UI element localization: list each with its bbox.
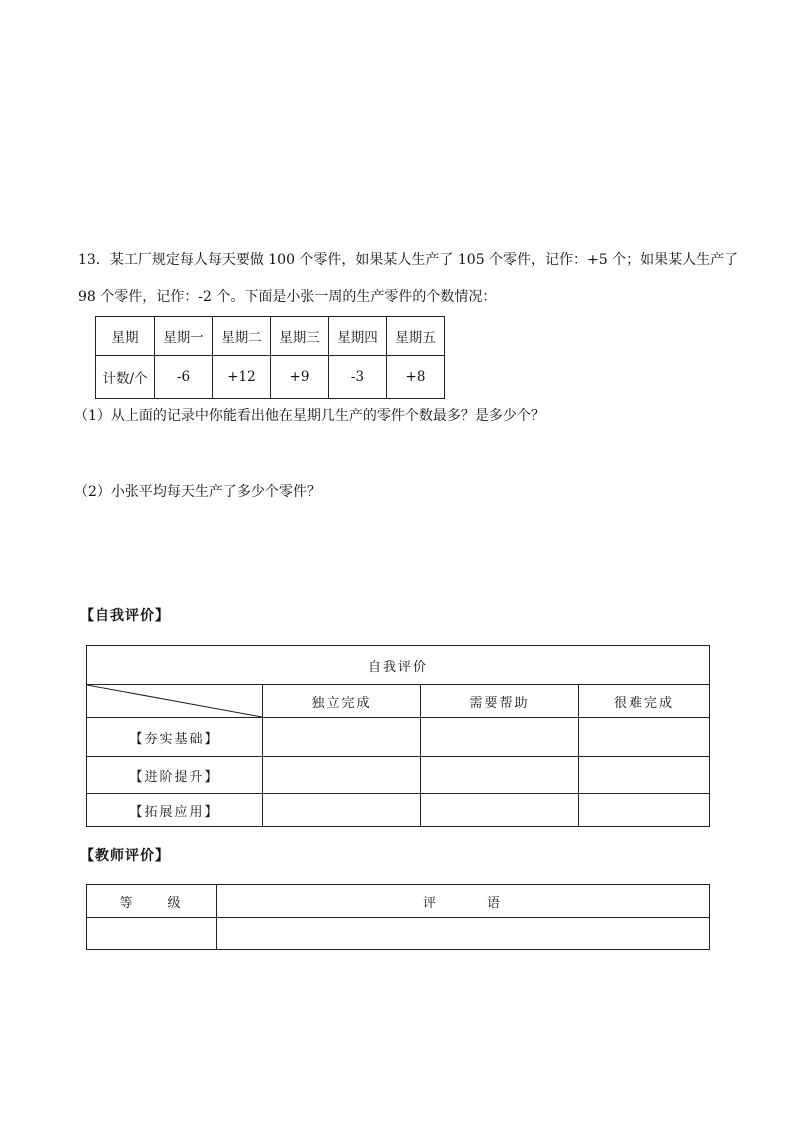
self-eval-header-row (87, 685, 710, 718)
self-eval-title-row (87, 646, 710, 685)
cell-extension-independent (263, 794, 421, 827)
self-eval-row-extension (87, 794, 710, 827)
cell-advanced-need-help (421, 757, 579, 794)
header-weekday: 星期 (96, 317, 155, 356)
self-eval-table (86, 645, 710, 827)
cell-basic-need-help (421, 718, 579, 757)
question-13-line-2: 98 个零件，记作：-2 个。下面是小张一周的生产零件的个数情况： (78, 289, 497, 305)
diagonal-header-cell (87, 685, 263, 718)
cell-basic-independent (263, 718, 421, 757)
header-wednesday: 星期三 (271, 317, 329, 356)
cell-extension-need-help (421, 794, 579, 827)
teacher-eval-entry-row (87, 918, 710, 950)
cell-advanced-difficult (579, 757, 710, 794)
col-independent: 独立完成 (263, 685, 421, 718)
value-friday: +8 (387, 356, 445, 399)
self-eval-table-title: 自我评价 (87, 646, 710, 685)
row-label-extension: 【拓展应用】 (87, 794, 263, 827)
header-thursday: 星期四 (329, 317, 387, 356)
col-comment: 评 语 (217, 885, 710, 918)
cell-basic-difficult (579, 718, 710, 757)
self-eval-row-advanced (87, 757, 710, 794)
header-monday: 星期一 (155, 317, 213, 356)
col-grade: 等 级 (87, 885, 217, 918)
row-label-count: 计数/个 (96, 356, 155, 399)
row-label-advanced: 【进阶提升】 (87, 757, 263, 794)
value-monday: -6 (155, 356, 213, 399)
col-difficult: 很难完成 (579, 685, 710, 718)
cell-advanced-independent (263, 757, 421, 794)
question-13-line-1: 13．某工厂规定每人每天要做 100 个零件，如果某人生产了 105 个零件，记作：+5 个；如果某人生产了 (78, 252, 739, 268)
sub-question-1: （1）从上面的记录中你能看出他在星期几生产的零件个数最多？是多少个？ (74, 408, 545, 424)
header-friday: 星期五 (387, 317, 445, 356)
teacher-eval-header-row (87, 885, 710, 918)
teacher-eval-section-title: 【教师评价】 (80, 848, 170, 864)
production-table-header-row (96, 317, 445, 356)
diagonal-line (87, 685, 262, 717)
value-tuesday: +12 (213, 356, 271, 399)
production-table-count-row (96, 356, 445, 399)
cell-extension-difficult (579, 794, 710, 827)
self-eval-section-title: 【自我评价】 (80, 608, 170, 624)
teacher-eval-table (86, 884, 710, 950)
row-label-basic: 【夯实基础】 (87, 718, 263, 757)
sub-question-2: （2）小张平均每天生产了多少个零件？ (74, 484, 321, 500)
value-thursday: -3 (329, 356, 387, 399)
value-wednesday: +9 (271, 356, 329, 399)
self-eval-row-basic (87, 718, 710, 757)
cell-comment (217, 918, 710, 950)
production-table (95, 316, 445, 399)
cell-grade (87, 918, 217, 950)
col-need-help: 需要帮助 (421, 685, 579, 718)
header-tuesday: 星期二 (213, 317, 271, 356)
